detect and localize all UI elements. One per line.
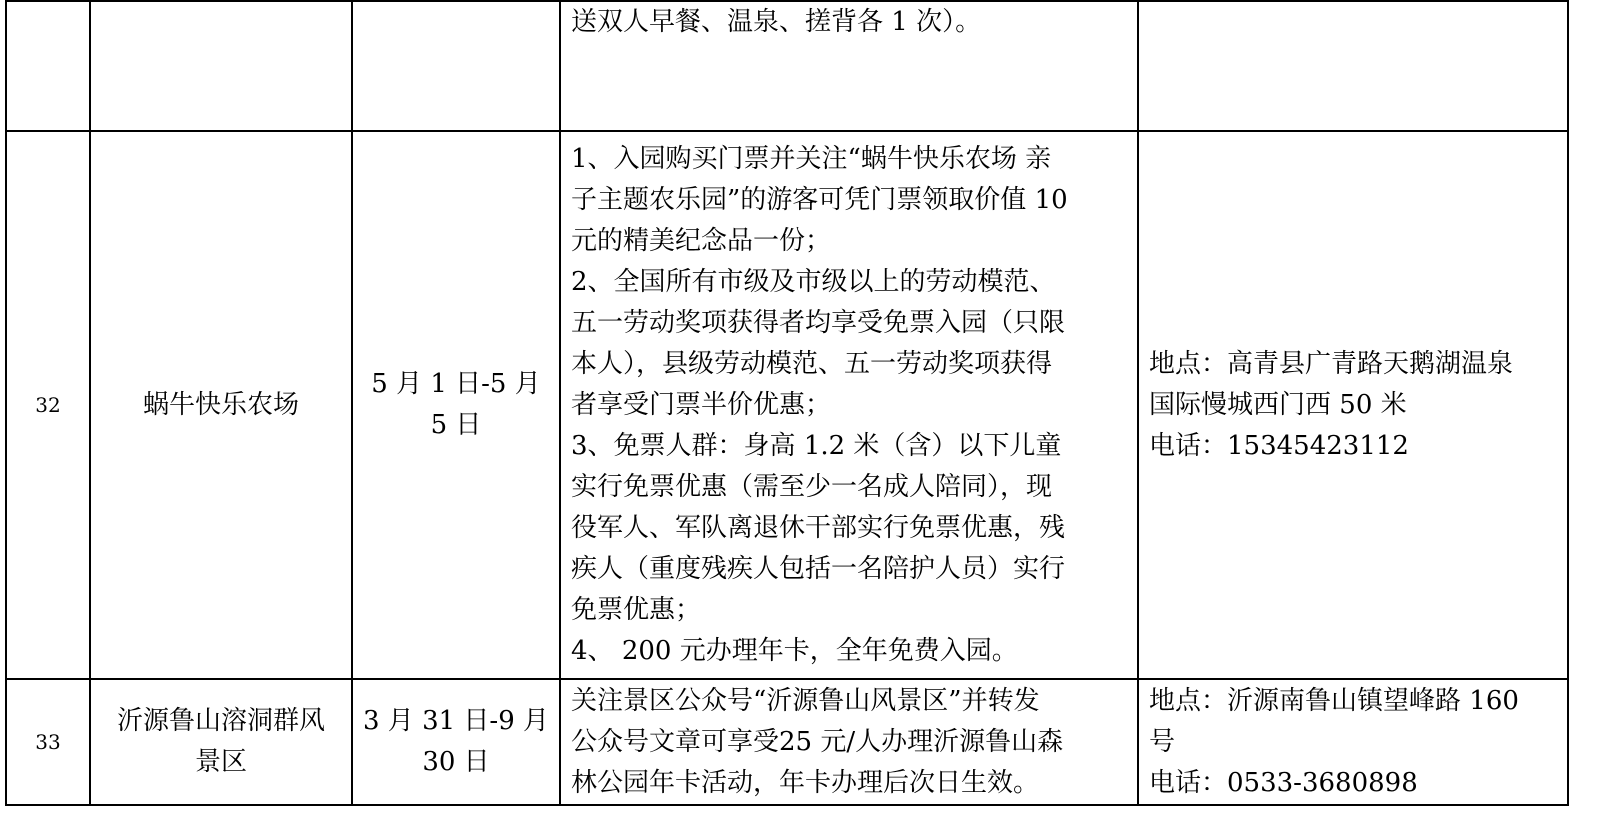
offer-line: 实行免票优惠（需至少一名成人陪同），现 bbox=[571, 471, 1053, 502]
attraction-name bbox=[90, 679, 352, 805]
offer-details bbox=[560, 131, 1138, 679]
date-line: 5 日 bbox=[430, 410, 482, 440]
contact-address: 国际慢城西门西 50 米 bbox=[1149, 389, 1407, 420]
offer-line: 2、全国所有市级及市级以上的劳动模范、 bbox=[571, 266, 1056, 297]
offer-line: 免票优惠； bbox=[571, 594, 702, 625]
table-row bbox=[6, 1, 1568, 131]
contact-address: 地点：高青县广青路天鹅湖温泉 bbox=[1149, 348, 1514, 379]
attractions-table bbox=[5, 0, 1569, 806]
row-number: 33 bbox=[6, 679, 90, 805]
offer-line: 关注景区公众号“沂源鲁山风景区”并转发 bbox=[571, 685, 1040, 716]
offer-dates bbox=[352, 679, 560, 805]
offer-details bbox=[560, 1, 1138, 131]
offer-details bbox=[560, 679, 1138, 805]
offer-line: 疾人（重度残疾人包括一名陪护人员）实行 bbox=[571, 553, 1066, 584]
offer-dates bbox=[352, 131, 560, 679]
attraction-name bbox=[90, 1, 352, 131]
date-line: 5 月 1 日-5 月 bbox=[371, 369, 541, 399]
offer-line: 林公园年卡活动，年卡办理后次日生效。 bbox=[571, 767, 1040, 798]
table-row bbox=[6, 679, 1568, 805]
contact-phone: 电话：0533-3680898 bbox=[1149, 767, 1418, 798]
offer-dates bbox=[352, 1, 560, 131]
offer-line: 本人），县级劳动模范、五一劳动奖项获得 bbox=[571, 348, 1053, 379]
offer-line: 送双人早餐、温泉、搓背各 1 次）。 bbox=[571, 7, 982, 37]
date-line: 30 日 bbox=[422, 747, 490, 777]
date-line: 3 月 31 日-9 月 bbox=[363, 706, 550, 736]
offer-line: 元的精美纪念品一份； bbox=[571, 225, 832, 256]
contact-address: 号 bbox=[1149, 726, 1176, 757]
offer-line: 子主题农乐园”的游客可凭门票领取价值 10 bbox=[571, 184, 1068, 215]
offer-line: 3、免票人群：身高 1.2 米（含）以下儿童 bbox=[571, 430, 1062, 461]
attraction-name: 蜗牛快乐农场 bbox=[90, 131, 352, 679]
offer-line: 4、 200 元办理年卡，全年免费入园。 bbox=[571, 635, 1018, 666]
offer-line: 1、入园购买门票并关注“蜗牛快乐农场 亲 bbox=[571, 143, 1052, 174]
contact-info bbox=[1138, 1, 1568, 131]
contact-info bbox=[1138, 131, 1568, 679]
contact-info bbox=[1138, 679, 1568, 805]
contact-address: 地点：沂源南鲁山镇望峰路 160 bbox=[1149, 685, 1519, 716]
row-number: 32 bbox=[6, 131, 90, 679]
offer-line: 五一劳动奖项获得者均享受免票入园（只限 bbox=[571, 307, 1066, 338]
row-number bbox=[6, 1, 90, 131]
name-line: 沂源鲁山溶洞群风 bbox=[116, 706, 325, 736]
table-row bbox=[6, 131, 1568, 679]
contact-phone: 电话：15345423112 bbox=[1149, 430, 1409, 461]
offer-line: 公众号文章可享受25 元/人办理沂源鲁山森 bbox=[571, 726, 1064, 757]
offer-line: 役军人、军队离退休干部实行免票优惠，残 bbox=[571, 512, 1066, 543]
offer-line: 者享受门票半价优惠； bbox=[571, 389, 832, 420]
name-line: 景区 bbox=[194, 747, 247, 777]
